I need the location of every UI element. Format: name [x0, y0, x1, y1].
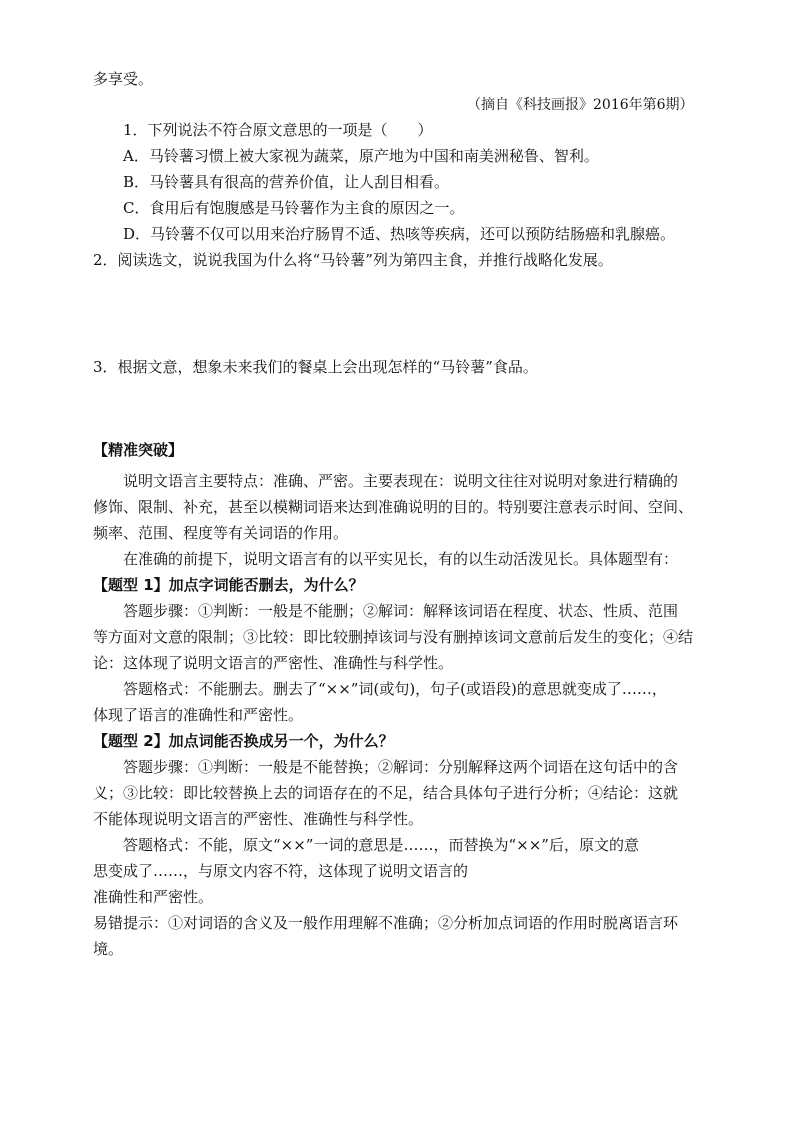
question1-option-c: C．食用后有饱腹感是马铃薯作为主食的原因之一。: [123, 199, 465, 217]
intro-line-3: 频率、范围、程度等有关词语的作用。: [93, 524, 349, 542]
type2-steps-line-1: 答题步骤：①判断：一般是不能替换；②解词：分别解释这两个词语在这句话中的含: [123, 758, 679, 776]
source-citation: （摘自《科技画报》2016年第6期）: [467, 97, 694, 113]
type2-format-line-1: 答题格式：不能，原文“××”一词的意思是……，而替换为“××”后，原文的意: [123, 836, 639, 854]
type2-steps-line-3: 不能体现说明文语言的严密性、准确性与科学性。: [93, 810, 424, 828]
type1-steps-line-1: 答题步骤：①判断：一般是不能删；②解词：解释该词语在程度、状态、性质、范围: [123, 602, 679, 620]
type1-steps-line-3: 论：这体现了说明文语言的严密性、准确性与科学性。: [93, 654, 454, 672]
type2-steps-line-2: 义；③比较：即比较替换上去的词语存在的不足，结合具体句子进行分析；④结论：这就: [93, 784, 679, 802]
intro-line-2: 修饰、限制、补充，甚至以模糊词语来达到准确说明的目的。特别要注意表示时间、空间、: [93, 498, 694, 516]
question1-option-a: A．马铃薯习惯上被大家视为蔬菜，原产地为中国和南美洲秘鲁、智利。: [123, 147, 599, 165]
section-title: 【精准突破】: [93, 441, 184, 459]
question1-stem-text: 1．下列说法不符合原文意思的一项是（: [123, 121, 388, 139]
intro-line-1: 说明文语言主要特点：准确、严密。主要表现在：说明文往往对说明对象进行精确的: [123, 472, 679, 490]
question1-option-b: B．马铃薯具有很高的营养价值，让人刮目相看。: [123, 173, 450, 191]
question2-text: 2．阅读选文，说说我国为什么将“马铃薯”列为第四主食，并推行战略化发展。: [93, 251, 613, 269]
error-tip-line-2: 境。: [93, 940, 124, 958]
question1-option-d: D．马铃薯不仅可以用来治疗肠胃不适、热咳等疾病，还可以预防结肠癌和乳腺癌。: [123, 225, 676, 243]
type2-format-line-3: 准确性和严密性。: [93, 888, 214, 906]
type1-format-line-2: 体现了语言的准确性和严密性。: [93, 706, 304, 724]
question3-text: 3．根据文意，想象未来我们的餐桌上会出现怎样的“马铃薯”食品。: [93, 358, 538, 376]
question1-stem-end: ）: [417, 121, 433, 139]
type2-format-line-2: 思变成了……，与原文内容不符，这体现了说明文语言的: [93, 862, 469, 880]
type1-heading: 【题型 1】加点字词能否删去，为什么？: [93, 576, 364, 594]
intro-line-4: 在准确的前提下，说明文语言有的以平实见长，有的以生动活泼见长。具体题型有：: [123, 550, 679, 568]
error-tip-line-1: 易错提示：①对词语的含义及一般作用理解不准确；②分析加点词语的作用时脱离语言环: [93, 914, 679, 932]
type2-heading: 【题型 2】加点词能否换成另一个，为什么？: [93, 732, 394, 750]
question1-stem: [123, 120, 433, 140]
type1-steps-line-2: 等方面对文意的限制；③比较：即比较删掉该词与没有删掉该词文意前后发生的变化；④结: [93, 628, 694, 646]
type1-format-line-1: 答题格式：不能删去。删去了“××”词(或句)，句子(或语段)的意思就变成了……，: [123, 680, 667, 698]
top-continuation-text: 多享受。: [93, 70, 154, 88]
